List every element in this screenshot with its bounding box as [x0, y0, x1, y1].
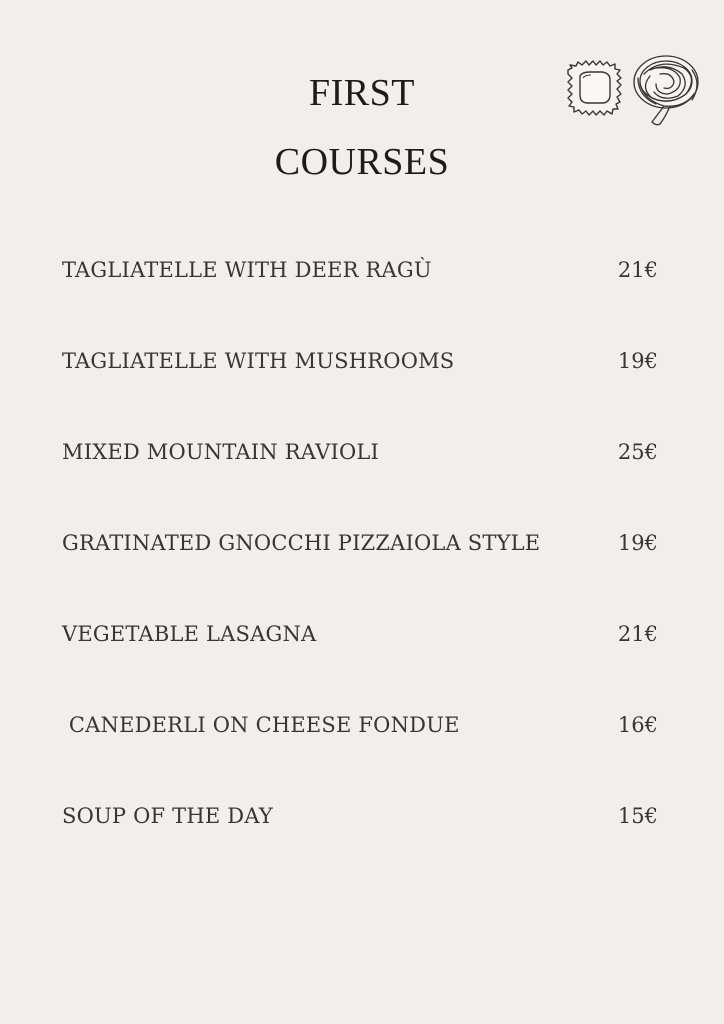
menu-item [62, 252, 662, 343]
menu-item-name: GRATINATED GNOCCHI PIZZAIOLA STYLE [62, 531, 541, 555]
menu-item-price: 21€ [617, 258, 658, 282]
menu-item [62, 707, 662, 798]
menu-item-name: MIXED MOUNTAIN RAVIOLI [62, 440, 380, 464]
ravioli-icon [568, 61, 621, 115]
page-title-line-2: COURSES [274, 141, 450, 183]
menu-item-name: CANEDERLI ON CHEESE FONDUE [62, 713, 460, 737]
spaghetti-nest-icon [634, 56, 698, 125]
menu-item [62, 434, 662, 525]
menu-item-name: TAGLIATELLE WITH MUSHROOMS [62, 349, 455, 373]
menu-item-name: VEGETABLE LASAGNA [62, 622, 317, 646]
pasta-illustration [560, 48, 708, 134]
page-title-line-1: FIRST [309, 72, 415, 114]
menu-item-price: 15€ [617, 804, 658, 828]
menu-item [62, 798, 662, 889]
menu-item-name: SOUP OF THE DAY [62, 804, 273, 828]
menu-item-price: 21€ [617, 622, 658, 646]
menu-item-name: TAGLIATELLE WITH DEER RAGÙ [62, 258, 432, 282]
menu-item [62, 616, 662, 707]
menu-item-price: 16€ [617, 713, 658, 737]
menu-item-price: 19€ [617, 349, 658, 373]
menu-item-price: 19€ [617, 531, 658, 555]
menu-item [62, 343, 662, 434]
menu-item-price: 25€ [617, 440, 658, 464]
menu-list [62, 252, 662, 889]
menu-item [62, 525, 662, 616]
